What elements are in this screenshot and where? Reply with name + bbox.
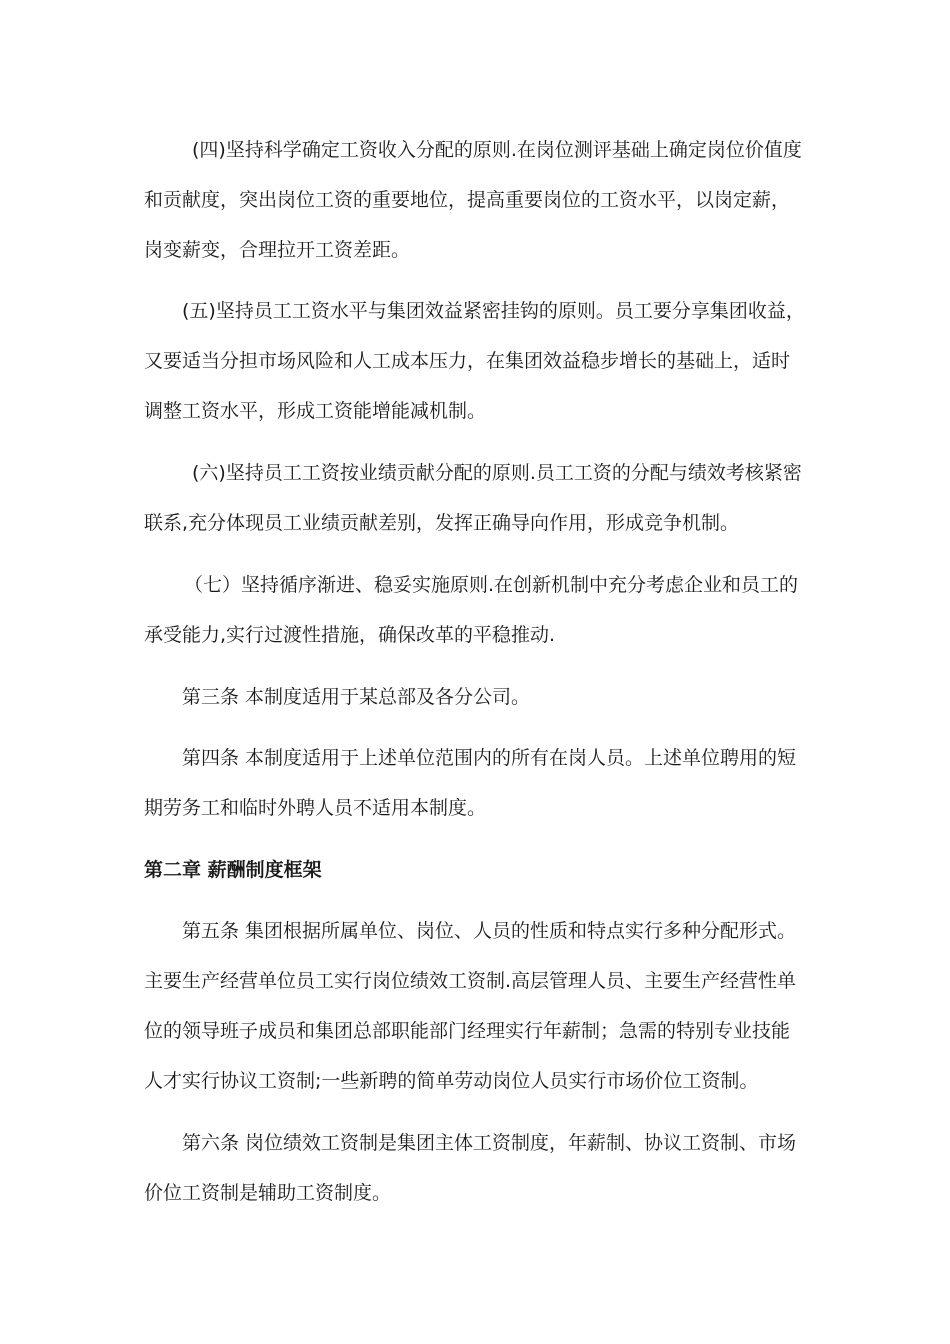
paragraph-principle-6 <box>144 460 814 540</box>
paragraph-line: (五)坚持员工工资水平与集团效益紧密挂钩的原则。员工要分享集团收益， <box>182 300 805 322</box>
paragraph-line: 期劳务工和临时外聘人员不适用本制度。 <box>144 797 487 819</box>
paragraph-principle-5 <box>144 298 814 428</box>
paragraph-line: 第六条 岗位绩效工资制是集团主体工资制度，年薪制、协议工资制、市场 <box>182 1132 797 1154</box>
paragraph-line: (四)坚持科学确定工资收入分配的原则.在岗位测评基础上确定岗位价值度 <box>192 139 802 161</box>
paragraph-article-3 <box>144 684 814 714</box>
paragraph-line: 和贡献度，突出岗位工资的重要地位，提高重要岗位的工资水平，以岗定薪， <box>144 189 791 211</box>
paragraph-line: 第四条 本制度适用于上述单位范围内的所有在岗人员。上述单位聘用的短 <box>182 747 797 769</box>
paragraph-line: (六)坚持员工工资按业绩贡献分配的原则.员工工资的分配与绩效考核紧密 <box>192 462 802 484</box>
paragraph-principle-7 <box>144 572 814 652</box>
paragraph-line: 岗变薪变，合理拉开工资差距。 <box>144 239 411 261</box>
paragraph-line: 第三条 本制度适用于某总部及各分公司。 <box>182 686 531 708</box>
paragraph-principle-4 <box>144 137 814 267</box>
paragraph-line: 又要适当分担市场风险和人工成本压力，在集团效益稳步增长的基础上，适时 <box>144 350 791 372</box>
paragraph-line: （七）坚持循序渐进、稳妥实施原则.在创新机制中充分考虑企业和员工的 <box>184 574 799 596</box>
paragraph-line: 承受能力,实行过渡性措施，确保改革的平稳推动. <box>144 624 556 646</box>
paragraph-line: 联系,充分体现员工业绩贡献差别，发挥正确导向作用，形成竞争机制。 <box>144 512 740 534</box>
paragraph-line: 主要生产经营单位员工实行岗位绩效工资制.高层管理人员、主要生产经营性单 <box>144 970 797 992</box>
paragraph-article-5 <box>144 918 814 1098</box>
paragraph-article-6 <box>144 1130 814 1210</box>
paragraph-line: 位的领导班子成员和集团总部职能部门经理实行年薪制；急需的特别专业技能 <box>144 1020 791 1042</box>
paragraph-article-4 <box>144 745 814 825</box>
paragraph-line: 第五条 集团根据所属单位、岗位、人员的性质和特点实行多种分配形式。 <box>182 920 797 942</box>
chapter-heading <box>144 857 814 887</box>
paragraph-line: 调整工资水平，形成工资能增能减机制。 <box>144 400 487 422</box>
paragraph-line: 价位工资制是辅助工资制度。 <box>144 1182 392 1204</box>
chapter-heading-text: 第二章 薪酬制度框架 <box>144 859 322 881</box>
paragraph-line: 人才实行协议工资制;一些新聘的简单劳动岗位人员实行市场价位工资制。 <box>144 1070 759 1092</box>
